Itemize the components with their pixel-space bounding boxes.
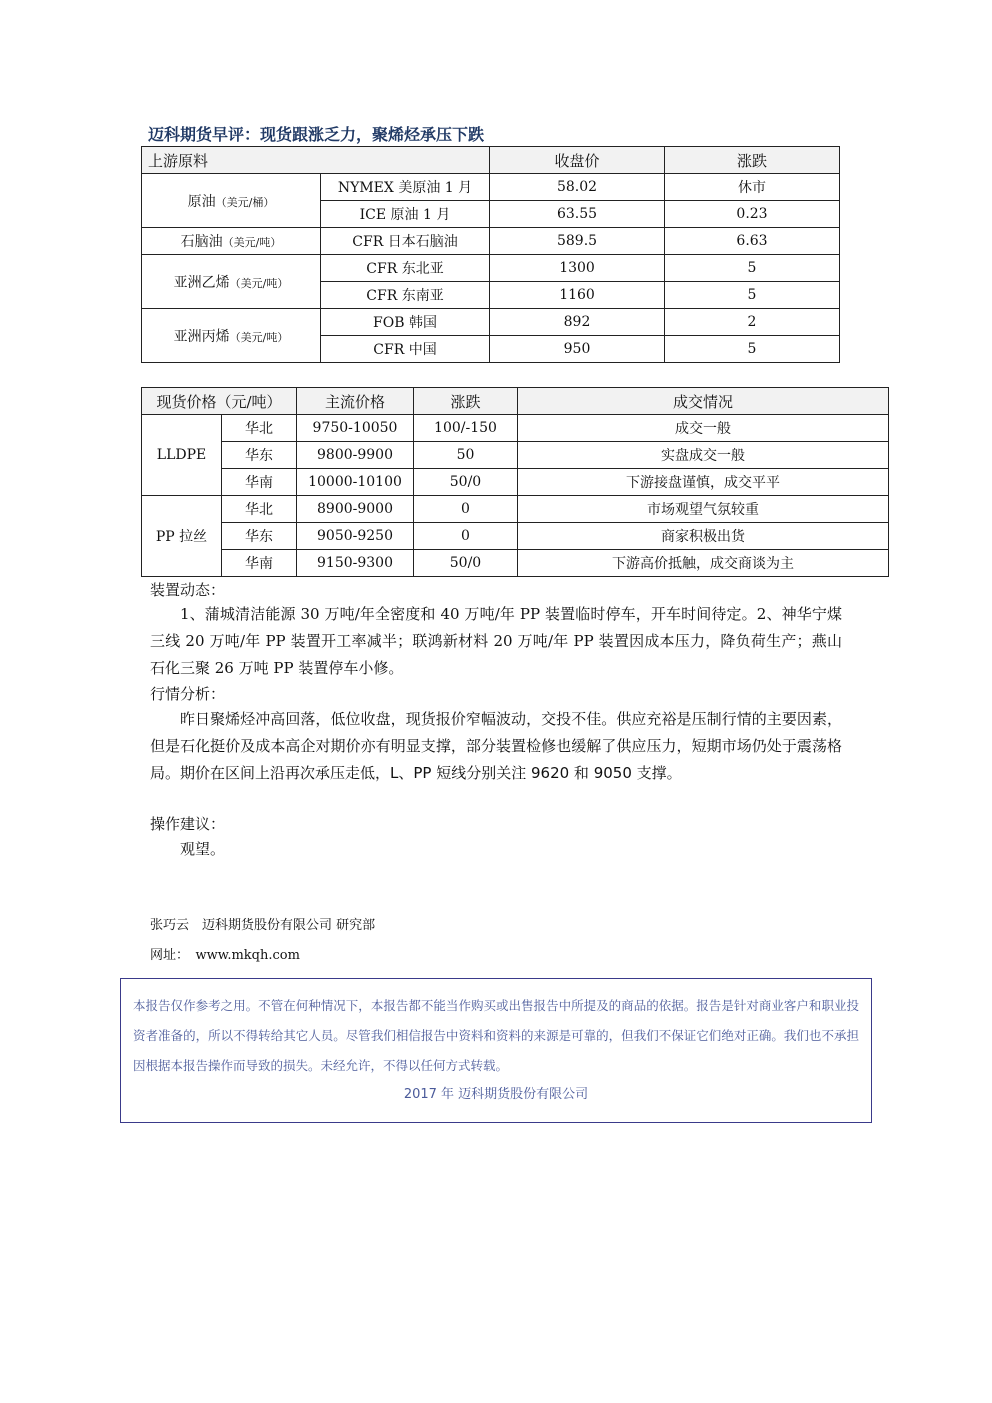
change-cell: 100/-150	[414, 415, 518, 442]
deal-cell: 成交一般	[518, 415, 889, 442]
table-row	[142, 469, 889, 496]
header-spot-price: 现货价格（元/吨）	[142, 388, 297, 415]
price-cell: 950	[490, 336, 665, 363]
change-cell: 50/0	[414, 469, 518, 496]
website-line: 网址： www.mkqh.com	[150, 948, 300, 963]
device-section-title: 装置动态：	[150, 581, 226, 599]
advice-section-title: 操作建议：	[150, 815, 226, 833]
price-cell: 1300	[490, 255, 665, 282]
deal-cell: 下游接盘谨慎，成交平平	[518, 469, 889, 496]
price-cell: 8900-9000	[297, 496, 414, 523]
change-cell: 50/0	[414, 550, 518, 577]
deal-cell: 商家积极出货	[518, 523, 889, 550]
price-cell: 1160	[490, 282, 665, 309]
table-row	[142, 174, 840, 201]
change-cell: 2	[665, 309, 840, 336]
table-row	[142, 309, 840, 336]
change-cell: 5	[665, 255, 840, 282]
item-cell: FOB 韩国	[321, 309, 490, 336]
deal-cell: 实盘成交一般	[518, 442, 889, 469]
change-cell: 5	[665, 282, 840, 309]
item-cell: CFR 东南亚	[321, 282, 490, 309]
change-cell: 0	[414, 496, 518, 523]
change-cell: 6.63	[665, 228, 840, 255]
table-row	[142, 415, 889, 442]
price-cell: 9750-10050	[297, 415, 414, 442]
device-section-text: 1、蒲城清洁能源 30 万吨/年全密度和 40 万吨/年 PP 装置临时停车，开车时间待定。2、神华宁煤三线 20 万吨/年 PP 装置开工率减半；联鸿新材料 20 万吨/年 PP 装置因成本压力，降负荷生产；燕山石化三聚 26 万吨 PP 装置停车小修。	[150, 605, 842, 677]
change-cell: 休市	[665, 174, 840, 201]
table-header-row	[142, 147, 840, 174]
change-cell: 0	[414, 523, 518, 550]
deal-cell: 市场观望气氛较重	[518, 496, 889, 523]
group-pp: PP 拉丝	[142, 496, 222, 577]
table-row	[142, 550, 889, 577]
deal-cell: 下游高价抵触，成交商谈为主	[518, 550, 889, 577]
change-cell: 50	[414, 442, 518, 469]
price-cell: 58.02	[490, 174, 665, 201]
author-line: 张巧云 迈科期货股份有限公司 研究部	[150, 918, 376, 933]
upstream-table	[141, 146, 840, 363]
disclaimer-sign: 2017 年 迈科期货股份有限公司	[403, 1087, 589, 1102]
item-cell: CFR 东北亚	[321, 255, 490, 282]
group-lldpe: LLDPE	[142, 415, 222, 496]
region-cell: 华北	[222, 496, 297, 523]
header-close-price: 收盘价	[490, 147, 665, 174]
item-cell: ICE 原油 1 月	[321, 201, 490, 228]
price-cell: 9150-9300	[297, 550, 414, 577]
region-cell: 华东	[222, 523, 297, 550]
item-cell: CFR 中国	[321, 336, 490, 363]
market-section-title: 行情分析：	[150, 685, 226, 703]
change-cell: 0.23	[665, 201, 840, 228]
region-cell: 华东	[222, 442, 297, 469]
table-row	[142, 255, 840, 282]
region-cell: 华南	[222, 550, 297, 577]
table-row	[142, 496, 889, 523]
table-row	[142, 523, 889, 550]
price-cell: 892	[490, 309, 665, 336]
group-crude: 原油（美元/桶）	[142, 174, 321, 228]
group-propylene: 亚洲丙烯（美元/吨）	[142, 309, 321, 363]
region-cell: 华南	[222, 469, 297, 496]
price-cell: 589.5	[490, 228, 665, 255]
price-cell: 63.55	[490, 201, 665, 228]
advice-section-text: 观望。	[180, 840, 226, 858]
table-row	[142, 228, 840, 255]
disclaimer-text: 本报告仅作参考之用。不管在何种情况下，本报告都不能当作购买或出售报告中所提及的商品的依据。报告是针对商业客户和职业投资者准备的，所以不得转给其它人员。尽管我们相信报告中资料和资料的来源是可靠的，但我们不保证它们绝对正确。我们也不承担因根据本报告操作而导致的损失。未经允许，不得以任何方式转载。	[133, 998, 859, 1073]
change-cell: 5	[665, 336, 840, 363]
item-cell: NYMEX 美原油 1 月	[321, 174, 490, 201]
disclaimer-box	[120, 978, 872, 1123]
price-cell: 9800-9900	[297, 442, 414, 469]
header-main-price: 主流价格	[297, 388, 414, 415]
spot-price-table	[141, 387, 889, 577]
report-title: 迈科期货早评：现货跟涨乏力，聚烯烃承压下跌	[148, 125, 485, 144]
price-cell: 9050-9250	[297, 523, 414, 550]
table-row	[142, 442, 889, 469]
header-upstream: 上游原料	[142, 147, 490, 174]
region-cell: 华北	[222, 415, 297, 442]
market-section-text: 昨日聚烯烃冲高回落，低位收盘，现货报价窄幅波动，交投不佳。供应充裕是压制行情的主要因素，但是石化挺价及成本高企对期价亦有明显支撑，部分装置检修也缓解了供应压力，短期市场仍处于震荡格局。期价在区间上沿再次承压走低，L、PP 短线分别关注 9620 和 9050 支撑。	[150, 710, 842, 782]
item-cell: CFR 日本石脑油	[321, 228, 490, 255]
price-cell: 10000-10100	[297, 469, 414, 496]
header-change: 涨跌	[414, 388, 518, 415]
group-naphtha: 石脑油（美元/吨）	[142, 228, 321, 255]
header-change: 涨跌	[665, 147, 840, 174]
group-ethylene: 亚洲乙烯（美元/吨）	[142, 255, 321, 309]
table-header-row	[142, 388, 889, 415]
header-deal: 成交情况	[518, 388, 889, 415]
